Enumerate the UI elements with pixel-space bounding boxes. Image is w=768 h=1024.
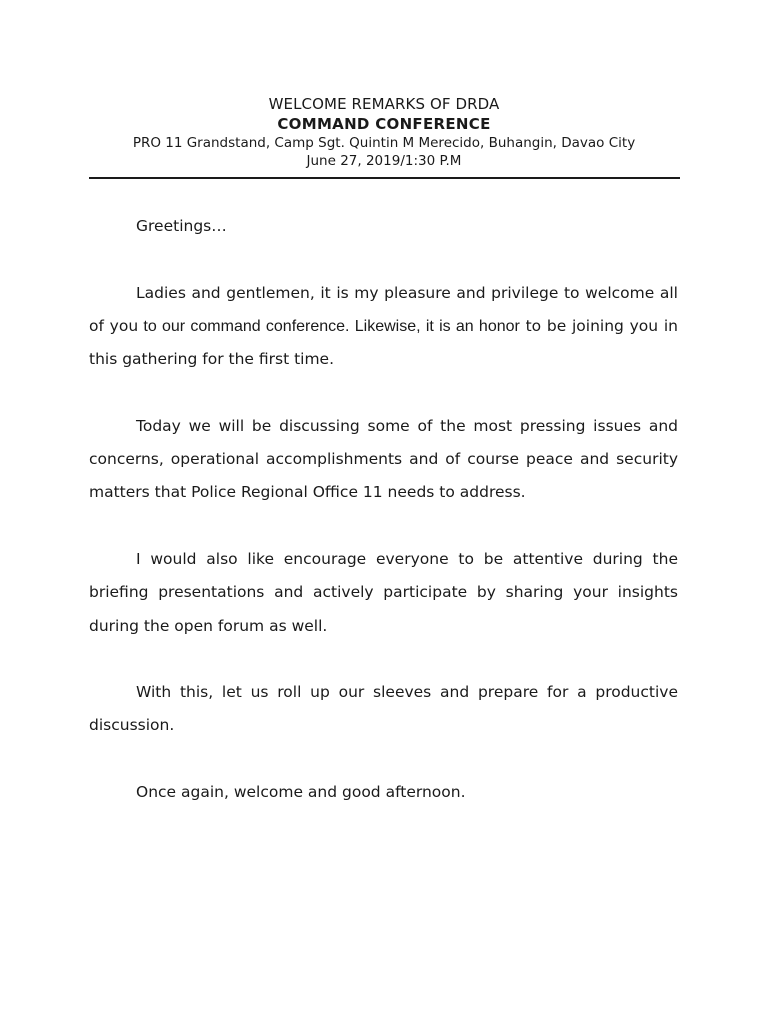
paragraph-welcome-part3: to be joining you in this gathering for the first time. — [89, 316, 678, 369]
paragraph-welcome-part2: to our command conference. Likewise, it is an honor — [138, 317, 520, 335]
paragraph-greeting: Greetings… — [136, 217, 227, 235]
header-divider — [89, 177, 680, 179]
document-header — [89, 94, 679, 170]
paragraph-welcome — [89, 277, 678, 377]
event-venue: PRO 11 Grandstand, Camp Sgt. Quintin M Merecido, Buhangin, Davao City — [132, 135, 636, 151]
paragraph-call-to-action: With this, let us roll up our sleeves and prepare for a productive discussion. — [89, 683, 678, 735]
paragraph-encouragement: I would also like encourage everyone to be attentive during the briefing presentations and actively participate by sharing your insights during the open forum as well. — [89, 549, 678, 635]
document-body — [89, 210, 678, 809]
document-title: WELCOME REMARKS OF DRDA — [268, 95, 500, 113]
paragraph-welcome-part1: Ladies and gentlemen, it is my pleasure and privilege to welcome all of you — [89, 283, 678, 335]
paragraph-agenda: Today we will be discussing some of the most pressing issues and concerns, operational accomplishments and of course peace and security matters that Police Regional Office 11 needs to address. — [89, 416, 678, 502]
paragraph-closing: Once again, welcome and good afternoon. — [136, 783, 466, 802]
event-date: June 27, 2019/1:30 P.M — [306, 153, 462, 169]
document-subtitle: COMMAND CONFERENCE — [277, 115, 491, 133]
